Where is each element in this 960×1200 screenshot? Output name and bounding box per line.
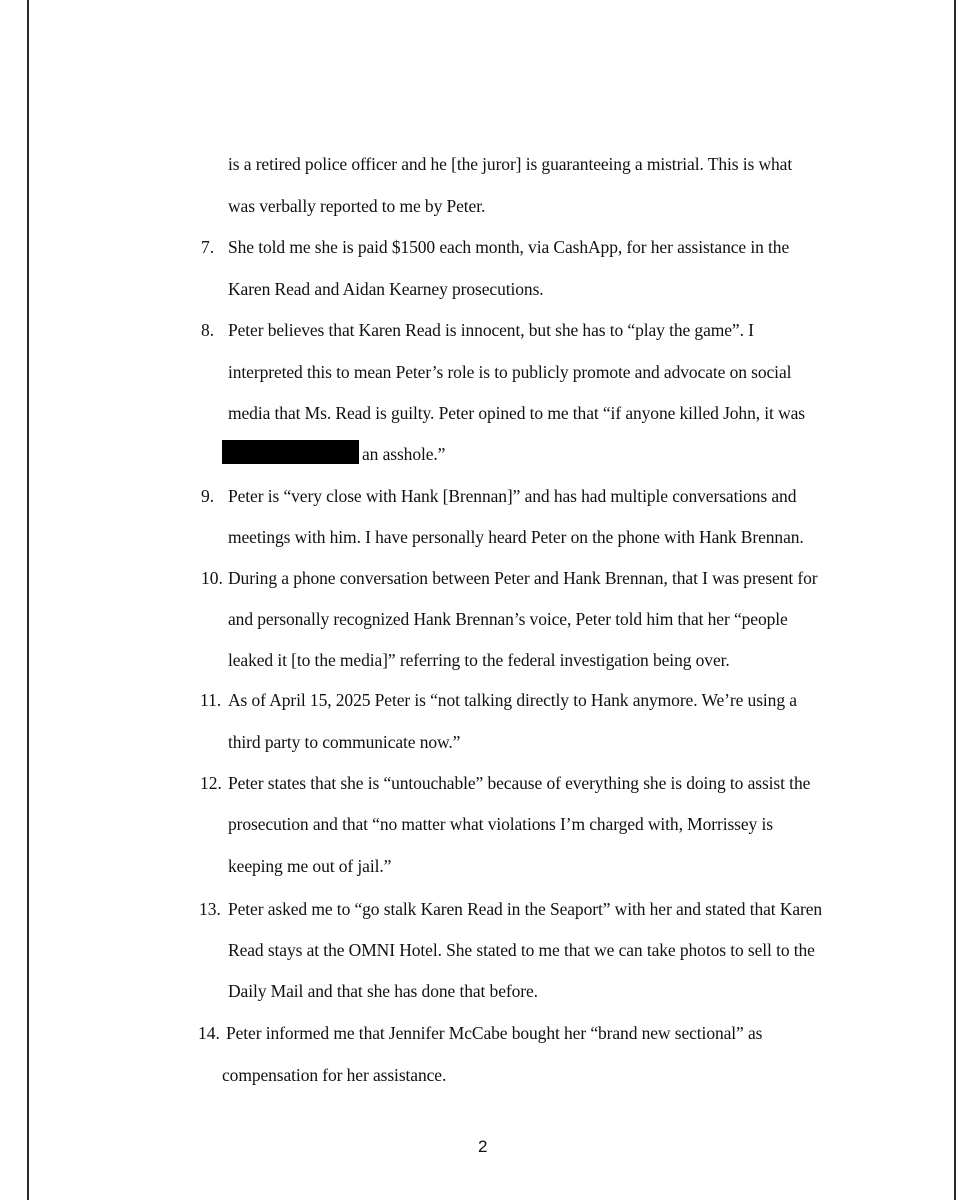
item-10-line-2: and personally recognized Hank Brennan’s voice, Peter told him that her “people: [228, 609, 788, 629]
item-9-line-2: meetings with him. I have personally heard Peter on the phone with Hank Brennan.: [228, 527, 804, 547]
item-13-number: 13.: [199, 899, 221, 919]
page-border-right: [954, 0, 956, 1200]
item-9-number: 9.: [201, 486, 215, 506]
item-12-number: 12.: [200, 773, 222, 793]
item-8-number: 8.: [201, 320, 215, 340]
item-13-line-3: Daily Mail and that she has done that before.: [228, 981, 538, 1001]
item-8-line-1: Peter believes that Karen Read is innocent, but she has to “play the game”. I: [228, 320, 754, 340]
item-8-line-2: interpreted this to mean Peter’s role is to publicly promote and advocate on social: [228, 362, 792, 382]
redaction-box: [222, 440, 359, 464]
item-7-number: 7.: [201, 237, 215, 257]
item-11-line-2: third party to communicate now.”: [228, 732, 461, 752]
item-14-line-1: Peter informed me that Jennifer McCabe bought her “brand new sectional” as: [226, 1023, 763, 1043]
paragraph-6-line-2: was verbally reported to me by Peter.: [228, 196, 486, 216]
item-11-line-1: As of April 15, 2025 Peter is “not talking directly to Hank anymore. We’re using a: [228, 690, 797, 710]
item-12-line-2: prosecution and that “no matter what violations I’m charged with, Morrissey is: [228, 814, 773, 834]
item-10-line-3: leaked it [to the media]” referring to the federal investigation being over.: [228, 650, 730, 670]
page-number: 2: [478, 1137, 488, 1156]
item-10-line-1: During a phone conversation between Peter and Hank Brennan, that I was present for: [228, 568, 818, 588]
item-9-line-1: Peter is “very close with Hank [Brennan]” and has had multiple conversations and: [228, 486, 797, 506]
paragraph-6-line-1: is a retired police officer and he [the juror] is guaranteeing a mistrial. This is what: [228, 154, 793, 174]
item-14-line-2: compensation for her assistance.: [222, 1065, 447, 1085]
item-7-line-1: She told me she is paid $1500 each month, via CashApp, for her assistance in the: [228, 237, 790, 257]
item-11-number: 11.: [200, 690, 222, 710]
item-14-number: 14.: [198, 1023, 220, 1043]
item-8-line-3: media that Ms. Read is guilty. Peter opined to me that “if anyone killed John, it was: [228, 403, 805, 423]
page-border-left: [27, 0, 29, 1200]
item-10-number: 10.: [201, 568, 223, 588]
item-12-line-1: Peter states that she is “untouchable” because of everything she is doing to assist the: [228, 773, 811, 793]
item-12-line-3: keeping me out of jail.”: [228, 856, 392, 876]
item-7-line-2: Karen Read and Aidan Kearney prosecutions.: [228, 279, 544, 299]
item-13-line-1: Peter asked me to “go stalk Karen Read in the Seaport” with her and stated that Karen: [228, 899, 823, 919]
item-8-line-4: an asshole.”: [362, 444, 446, 464]
item-13-line-2: Read stays at the OMNI Hotel. She stated to me that we can take photos to sell to the: [228, 940, 815, 960]
